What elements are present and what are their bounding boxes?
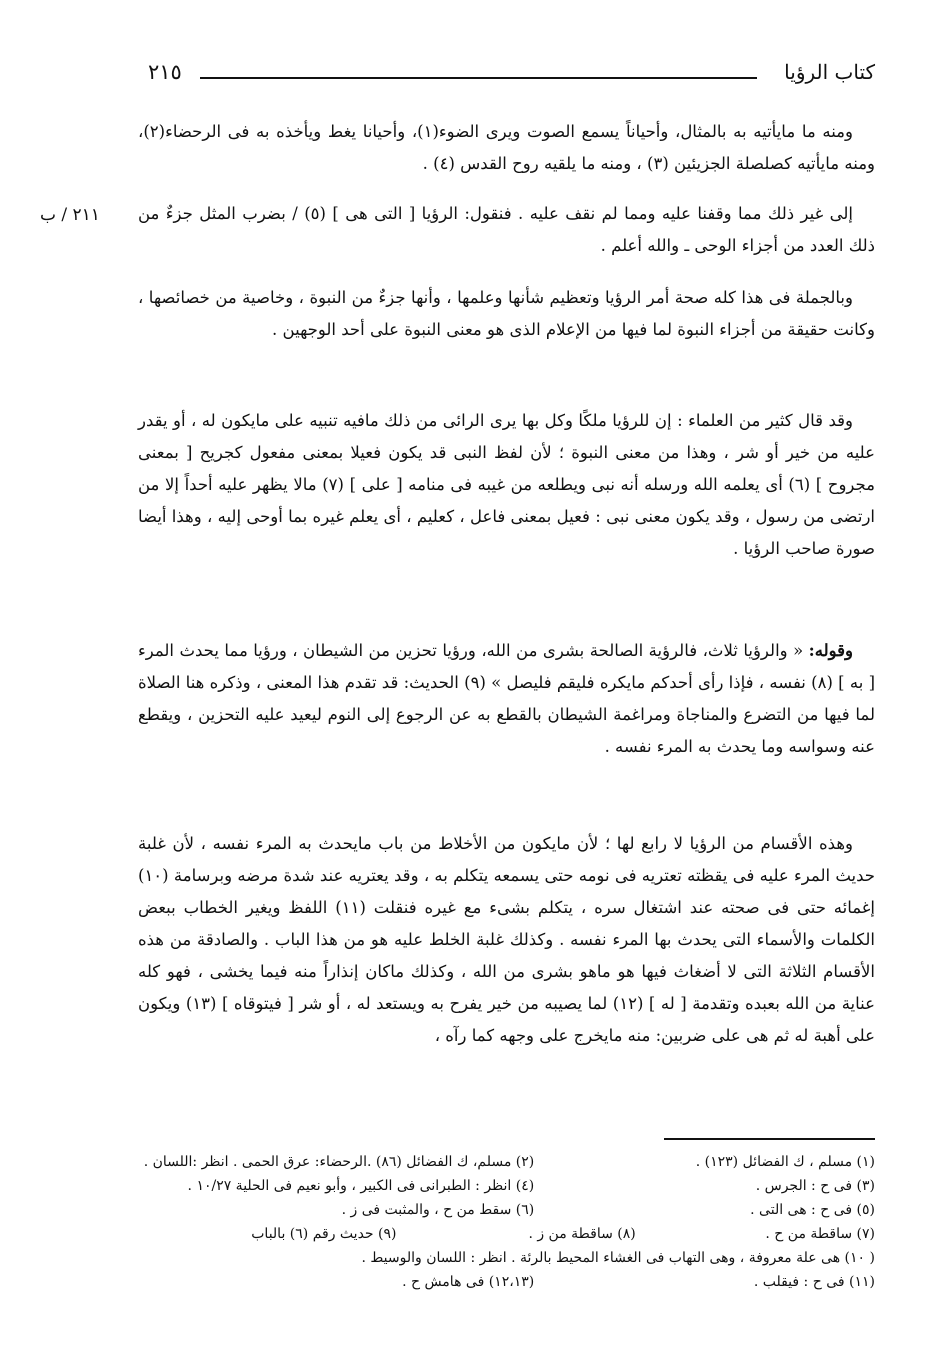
footnote-11: (١١) فى ح : فيقلب . (753, 1274, 875, 1290)
footnote-row (150, 1222, 875, 1246)
header-rule (200, 77, 757, 79)
footnote-rule (664, 1138, 875, 1140)
paragraph-body: « والرؤيا ثلاث، فالرؤية الصالحة بشرى من الله، ورؤيا تحزين من الشيطان ، ورؤيا مما يحدث المرء [ به ] (٨) نفسه ، فإذا رأى أحدكم مايكره فليقم فليصل » (٩) الحديث: قد تقدم هذا المعنى ، وذكره هنا الصلاة لما فيها من التضرع والمناجاة ومراغمة الشيطان بالقطع به عن الرجوع إلى النوم ليعيد عليه التحزين ، ويقطع عنه وسواسه وما يحدث به المرء نفسه . (138, 641, 876, 756)
footnote-5: (٥) فى ح : هى التى . (750, 1202, 875, 1218)
paragraph-text: وقد قال كثير من العلماء : إن للرؤيا ملكًا وكل بها يرى الرائى من ذلك مافيه تنبيه على مايكون له ، أو يقدر عليه من خير أو شر ، وهذا من معنى النبوة ؛ لأن لفظ النبى قد يكون فعيلا بمعنى مفعول كجريح [ بمعنى مجروح ] (٦) أى يعلمه الله ورسله أنه نبى ويطلعه من غيبه فى منامه [ على ] (٧) مالا يظهر عليه أحداً إلا من ارتضى من رسول ، وقد يكون معنى نبى : فعيل بمعنى فاعل ، كعليم ، أى يعلم غيره بما أوحى إليه ، وهذا أيضا صورة صاحب الرؤيا . (138, 411, 876, 558)
footnote-7: (٧) ساقطة من ح . (765, 1226, 875, 1242)
running-header (140, 60, 875, 92)
margin-folio-note: ٢١١ / ب (40, 205, 100, 225)
footnotes (143, 1150, 875, 1294)
footnote-4: (٤) انظر : الطبرانى فى الكبير ، وأبو نعيم فى الحلية ١٠/٢٧ . (187, 1178, 535, 1194)
page-number: ٢١٥ (148, 60, 182, 84)
footnote-2: (٢) مسلم، ك الفضائل (٨٦) .الرحضاء: عرق الحمى . انظر :اللسان . (143, 1154, 535, 1170)
paragraph-3 (138, 282, 875, 346)
paragraph-lead-word: وقوله: (808, 641, 853, 660)
footnote-12-13: (١٢،١٣) فى هامش ح . (402, 1274, 535, 1290)
paragraph-6 (138, 828, 875, 1052)
footnote-3: (٣) فى ح : الجرس . (755, 1178, 875, 1194)
paragraph-text: إلى غير ذلك مما وقفنا عليه ومما لم نقف عليه . فنقول: الرؤيا [ التى هى ] (٥) / بضرب المثل جزءٌ من ذلك العدد من أجزاء الوحى ـ والله أعلم . (138, 204, 875, 255)
footnote-8: (٨) ساقطة من ز . (528, 1226, 636, 1242)
footnote-row (150, 1198, 875, 1222)
footnote-row (150, 1174, 875, 1198)
paragraph-4 (138, 405, 875, 565)
footnote-6: (٦) سقط من ح ، والمثبت فى ز . (341, 1202, 535, 1218)
footnote-row (150, 1246, 875, 1270)
footnote-10: ( ١٠) هى علة معروفة ، وهى التهاب فى الغشاء المحيط بالرئة . انظر : اللسان والوسيط . (361, 1250, 875, 1266)
paragraph-5 (138, 635, 875, 763)
paragraph-text (138, 635, 875, 763)
paragraph-text: وبالجملة فى هذا كله صحة أمر الرؤيا وتعظيم شأنها وعلمها ، وأنها جزءٌ من النبوة ، وخاصية من خصائصها ، وكانت حقيقة من أجزاء النبوة لما فيها من الإعلام الذى هو معنى النبوة على أحد الوجهين . (138, 288, 875, 339)
footnote-row (150, 1270, 875, 1294)
footnote-1: (١) مسلم ، ك الفضائل (١٢٣) . (695, 1154, 875, 1170)
footnote-row (143, 1150, 875, 1174)
paragraph-1 (138, 116, 875, 180)
book-title: كتاب الرؤيا (784, 60, 875, 84)
footnote-9: (٩) حديث رقم (٦) بالباب (251, 1226, 397, 1242)
paragraph-text: وهذه الأقسام من الرؤيا لا رابع لها ؛ لأن مايكون من الأخلاط من باب مايحدث به المرء نفسه ، لأن غلبة حديث المرء عليه فى يقظته تعتريه فى نومه حتى يسمعه يتكلم به ، وقد يعتريه عند شدة مرضه وبرسامة (١٠) إغمائه حتى فى صحته عند اشتغال سره ، يتكلم بشىء مع غيره فنقلت (١١) اللفظ ويغير الخطاب ببعض الكلمات والأسماء التى يحدث بها المرء نفسه . وكذلك غلبة الخلط عليه هو من هذا الباب . والصادقة من هذه الأقسام الثلاثة التى لا أضغاث فيها هو ماهو بشرى من الله ، وكذلك ماكان إنذاراً منه فيما يخشى ، فهو كله عناية من الله بعبده وتقدمة [ له ] (١٢) لما يصيبه من خير يفرح به ويستعد له ، أو شر [ فيتوقاه ] (١٣) ويكون على أهبة له ثم هى على ضربين: منه مايخرج على وجهه كما رآه ، (138, 834, 875, 1045)
paragraph-2 (138, 198, 875, 262)
paragraph-text: ومنه ما مايأتيه به بالمثال، وأحياناً يسمع الصوت ويرى الضوء(١)، وأحيانا يغط ويأخذه به فى الرحضاء(٢)، ومنه مايأتيه كصلصلة الجزيئين (٣) ، ومنه ما يلقيه روح القدس (٤) . (138, 122, 875, 173)
